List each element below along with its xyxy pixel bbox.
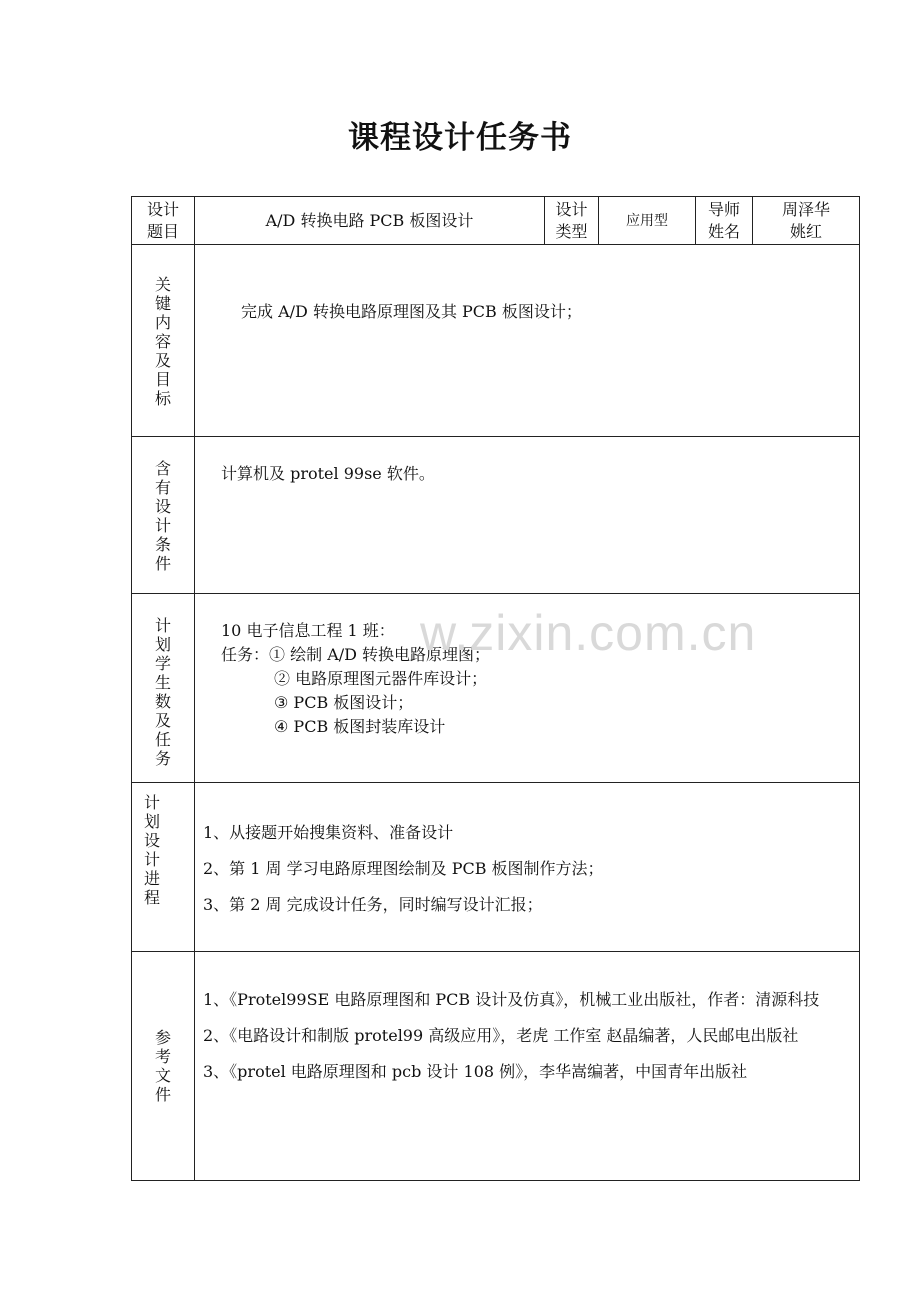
conditions-row <box>132 437 860 594</box>
advisor-label-cell <box>696 197 753 245</box>
conditions-label: 含有设计条件 <box>155 459 172 573</box>
advisor-label: 导师姓名 <box>707 199 740 241</box>
content-text-cell <box>195 245 860 437</box>
type-label: 设计类型 <box>555 199 588 241</box>
schedule-item: 1、从接题开始搜集资料、准备设计 <box>203 823 454 842</box>
topic-value-cell <box>195 197 545 245</box>
reference-item: 2、《电路设计和制版 protel99 高级应用》，老虎 工作室 赵晶编著，人民邮电出版社 <box>203 1026 799 1045</box>
topic-value: A/D 转换电路 PCB 板图设计 <box>265 210 474 230</box>
references-label: 参考文件 <box>155 1028 172 1104</box>
content-row <box>132 245 860 437</box>
task-table <box>131 196 860 1181</box>
content-label-cell <box>132 245 195 437</box>
schedule-label-cell <box>132 783 195 952</box>
document-title: 课程设计任务书 <box>348 120 572 156</box>
type-value: 应用型 <box>626 213 668 229</box>
type-label-cell <box>545 197 599 245</box>
task-prefix: 任务： <box>221 645 270 664</box>
conditions-text: 计算机及 protel 99se 软件。 <box>221 464 435 483</box>
content-label: 关键内容及目标 <box>155 275 172 408</box>
schedule-text-cell <box>195 783 860 952</box>
task-line-1 <box>221 643 859 667</box>
watermark: w.zixin.com.cn <box>420 605 757 661</box>
schedule-label: 计划设计进程 <box>144 793 161 907</box>
references-label-cell <box>132 952 195 1181</box>
topic-label: 设计题目 <box>146 199 179 241</box>
schedule-row <box>132 783 860 952</box>
schedule-item: 2、第 1 周 学习电路原理图绘制及 PCB 板图制作方法； <box>203 859 604 878</box>
students-label: 计划学生数及任务 <box>155 616 172 768</box>
conditions-label-cell <box>132 437 195 594</box>
task-item: ④ PCB 板图封装库设计 <box>274 717 446 736</box>
type-value-cell <box>599 197 696 245</box>
references-row <box>132 952 860 1181</box>
topic-label-cell <box>132 197 195 245</box>
references-text-cell <box>195 952 860 1181</box>
advisor-value: 周泽华姚红 <box>781 199 830 241</box>
reference-item: 1、《Protel99SE 电路原理图和 PCB 设计及仿真》，机械工业出版社，作者：清源科技 <box>203 990 820 1009</box>
task-item: ② 电路原理图元器件库设计； <box>274 669 488 688</box>
students-row <box>132 594 860 783</box>
task-item: ① 绘制 A/D 转换电路原理图； <box>269 645 491 664</box>
students-text-cell <box>195 594 860 783</box>
conditions-text-cell <box>195 437 860 594</box>
students-label-cell <box>132 594 195 783</box>
header-row <box>132 197 860 245</box>
content-text: 完成 A/D 转换电路原理图及其 PCB 板图设计； <box>241 302 582 321</box>
schedule-item: 3、第 2 周 完成设计任务，同时编写设计汇报； <box>203 895 543 914</box>
class-line: 10 电子信息工程 1 班： <box>221 621 395 640</box>
task-item: ③ PCB 板图设计； <box>274 693 414 712</box>
advisor-value-cell <box>753 197 860 245</box>
reference-item: 3、《protel 电路原理图和 pcb 设计 108 例》，李华嵩编著，中国青年出版社 <box>203 1062 748 1081</box>
